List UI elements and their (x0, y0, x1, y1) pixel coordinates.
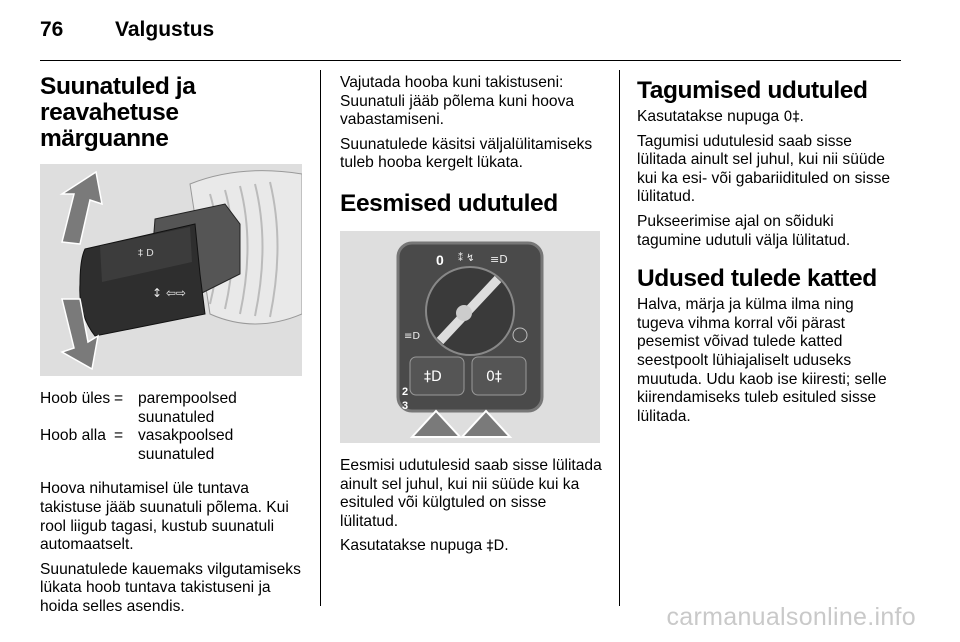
turn-signal-heading: Suunatuled ja reavahetuse märguanne (40, 73, 196, 152)
svg-text:‡D: ‡D (424, 368, 442, 385)
svg-text:≡D: ≡D (404, 330, 421, 342)
turn-signal-paragraph-2: Suunatulede kauemaks vilgutamiseks lükata hoob tuntava takistuseni ja hoida selles asendis. (40, 560, 301, 615)
legend-term: Hoob üles (40, 390, 111, 407)
lever-paragraph-2: Suunatulede käsitsi väljalülitamiseks tuleb hooba kergelt lükata. (340, 135, 593, 172)
page-number: 76 (40, 18, 64, 41)
turn-signal-paragraph-1: Hoova nihutamisel üle tuntava takistuse jääb suunatuli põlema. Kui rool liigub tagasi, kustub suunatuli automaatselt. (40, 480, 289, 554)
legend-description: parempoolsed suunatuled (138, 390, 237, 426)
front-fog-text: Kasutatakse nupuga (340, 537, 487, 555)
dial-row-2-label: 2 (402, 385, 409, 398)
front-fog-heading: Eesmised udutuled (340, 189, 558, 217)
lever-paragraph-1: Vajutada hooba kuni takistuseni: Suunatuli jääb põlema kuni hoova vabastamiseni. (340, 74, 575, 129)
legend-row (40, 427, 302, 464)
column-divider-2 (619, 70, 620, 606)
header-rule (40, 60, 901, 61)
front-fog-paragraph-1: Eesmisi udutulesid saab sisse lülitada ainult sel juhul, kui nii süüde kui ka esituled või külgtuled on sisse lülitatud. (340, 456, 602, 530)
legend-row (40, 390, 302, 427)
svg-text:⁑ ↯: ⁑ ↯ (458, 252, 475, 264)
rear-fog-heading: Tagumised udutuled (637, 77, 868, 104)
legend-separator: = (114, 427, 124, 445)
rear-fog-lamp-icon: 0‡. (783, 109, 804, 125)
svg-text:‡ D: ‡ D (138, 248, 154, 259)
rear-fog-paragraph-2: Tagumisi udutulesid saab sisse lülitada ainult sel juhul, kui nii süüde kui ka esi- või gabariidituled on sisse lülitatud. (637, 132, 891, 206)
svg-text:0‡: 0‡ (486, 368, 502, 385)
column-1 (40, 74, 302, 623)
misted-lights-paragraph: Halva, märja ja külma ilma ning tugeva vihma korral või pärast pesemist võivad tulede katted seestpoolt lühiajaliselt uduseks muutuda. Udu kaob ise kiiresti; selle kiirendamiseks tuleb esituled sisse lülitada. (637, 296, 887, 425)
column-divider-1 (320, 70, 321, 606)
legend-term: Hoob alla (40, 427, 106, 445)
column-3 (637, 74, 901, 432)
legend-separator: = (114, 390, 124, 407)
svg-text:≡D: ≡D (490, 252, 508, 266)
lever-legend (40, 390, 302, 464)
rear-fog-paragraph-3: Pukseerimise ajal on sõiduki tagumine udutuli välja lülitatud. (637, 212, 851, 249)
rear-fog-text: Kasutatakse nupuga (637, 108, 784, 125)
front-fog-lamp-icon: ‡D. (486, 538, 509, 555)
turn-signal-lever-figure (40, 164, 302, 376)
light-switch-figure (340, 231, 600, 443)
watermark: carmanualsonline.info (666, 603, 916, 631)
column-2 (340, 74, 602, 562)
dial-zero-label: 0 (436, 251, 444, 268)
misted-lights-heading: Udused tulede katted (637, 265, 877, 293)
rear-fog-paragraph-1 (637, 108, 901, 127)
section-title: Valgustus (115, 18, 215, 41)
front-fog-paragraph-2 (340, 537, 602, 556)
legend-description: vasakpoolsed suunatuled (138, 427, 234, 463)
dial-row-3-label: 3 (402, 399, 409, 412)
svg-text:↕ ⇦⇨: ↕ ⇦⇨ (152, 286, 186, 300)
